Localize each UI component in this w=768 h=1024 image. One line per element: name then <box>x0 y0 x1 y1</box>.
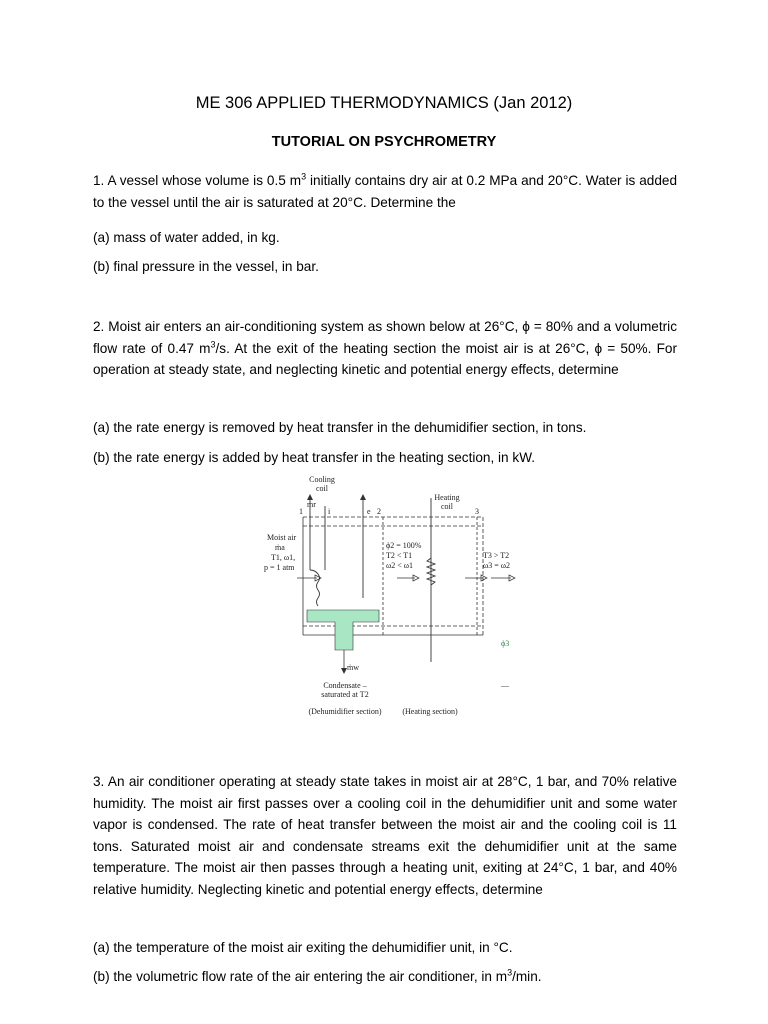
label-state-2: 2 <box>377 507 381 516</box>
label-heating-section: (Heating section) <box>402 707 458 716</box>
label-state-3: 3 <box>475 507 479 516</box>
condensate-tray <box>307 610 379 650</box>
label-moist-air: Moist air <box>267 533 297 542</box>
label-state-3-conditions: T3 > T2 <box>483 551 510 560</box>
svg-text:saturated at T2: saturated at T2 <box>321 690 369 699</box>
document-subtitle: TUTORIAL ON PSYCHROMETRY <box>271 134 497 150</box>
label-dehumidifier-section: (Dehumidifier section) <box>308 707 382 716</box>
question-1-text: 1. A vessel whose volume is 0.5 $m^3$ initially contains dry air at 0.2 MPa and 20°C. Water is added to the vessel until the air is saturated at 20°C. Determine the <box>93 171 678 210</box>
label-state-2-conditions: ϕ2 = 100% <box>386 541 422 550</box>
svg-text:ω3 = ω2: ω3 = ω2 <box>483 561 511 570</box>
svg-text:e: e <box>367 507 371 516</box>
label-state-1: 1 <box>299 507 303 516</box>
question-3-part-b: (b) the volumetric flow rate of the air entering the air conditioner, in $m^3/\min$. <box>93 967 542 984</box>
svg-text:coil: coil <box>316 484 328 493</box>
question-3-text: 3. An air conditioner operating at steady state takes in moist air at 28°C, 1 bar, and 70% relative humidity. The moist air first passes over a cooling coil in the dehumidifier unit and some water vapor is condensed. The rate of heat transfer between the moist air and the cooling coil is 11 tons. Saturated moist air and condensate streams exit the dehumidifier unit at the same temperature. The moist air then passes through a heating unit, exiting at 24°C, 1 bar, and 40% relative humidity. Neglecting kinetic and potential energy effects, determine <box>93 774 677 897</box>
svg-text:ϕ3: ϕ3 <box>501 639 510 648</box>
question-2-text: 2. Moist air enters an air-conditioning system as shown below at 26°C, ϕ = 80% and a volumetric flow rate of 0.47 $m^3/s$. At the exit of the heating section the moist air is at 26°C, ϕ = 50%. For operation at steady state, and neglecting kinetic and potential energy effects, determine <box>93 319 677 377</box>
svg-text:T1, ω1,: T1, ω1, <box>271 553 296 562</box>
svg-text:ω2 < ω1: ω2 < ω1 <box>386 561 414 570</box>
svg-text:ṁw: ṁw <box>347 663 359 672</box>
question-3-part-a: (a) the temperature of the moist air exiting the dehumidifier unit, in °C. <box>93 940 513 955</box>
label-condensate: Condensate – <box>323 681 367 690</box>
svg-text:T2 < T1: T2 < T1 <box>386 551 413 560</box>
question-1-part-a: (a) mass of water added, in kg. <box>93 230 280 245</box>
svg-text:p = 1 atm: p = 1 atm <box>264 563 295 572</box>
question-2-part-b: (b) the rate energy is added by heat transfer in the heating section, in kW. <box>93 450 536 465</box>
label-cooling-coil: Cooling <box>309 475 335 484</box>
svg-text:ṁa: ṁa <box>275 543 285 552</box>
label-heating-coil: Heating <box>434 493 460 502</box>
air-conditioning-schematic <box>255 470 525 722</box>
svg-text:coil: coil <box>441 502 453 511</box>
question-2-part-a: (a) the rate energy is removed by heat transfer in the dehumidifier section, in tons. <box>93 420 587 435</box>
svg-text:—: — <box>501 681 509 690</box>
svg-text:ṁr: ṁr <box>307 500 316 509</box>
svg-text:i: i <box>328 507 331 516</box>
question-1-part-b: (b) final pressure in the vessel, in bar. <box>93 259 319 274</box>
document-title: ME 306 APPLIED THERMODYNAMICS (Jan 2012) <box>195 94 573 112</box>
